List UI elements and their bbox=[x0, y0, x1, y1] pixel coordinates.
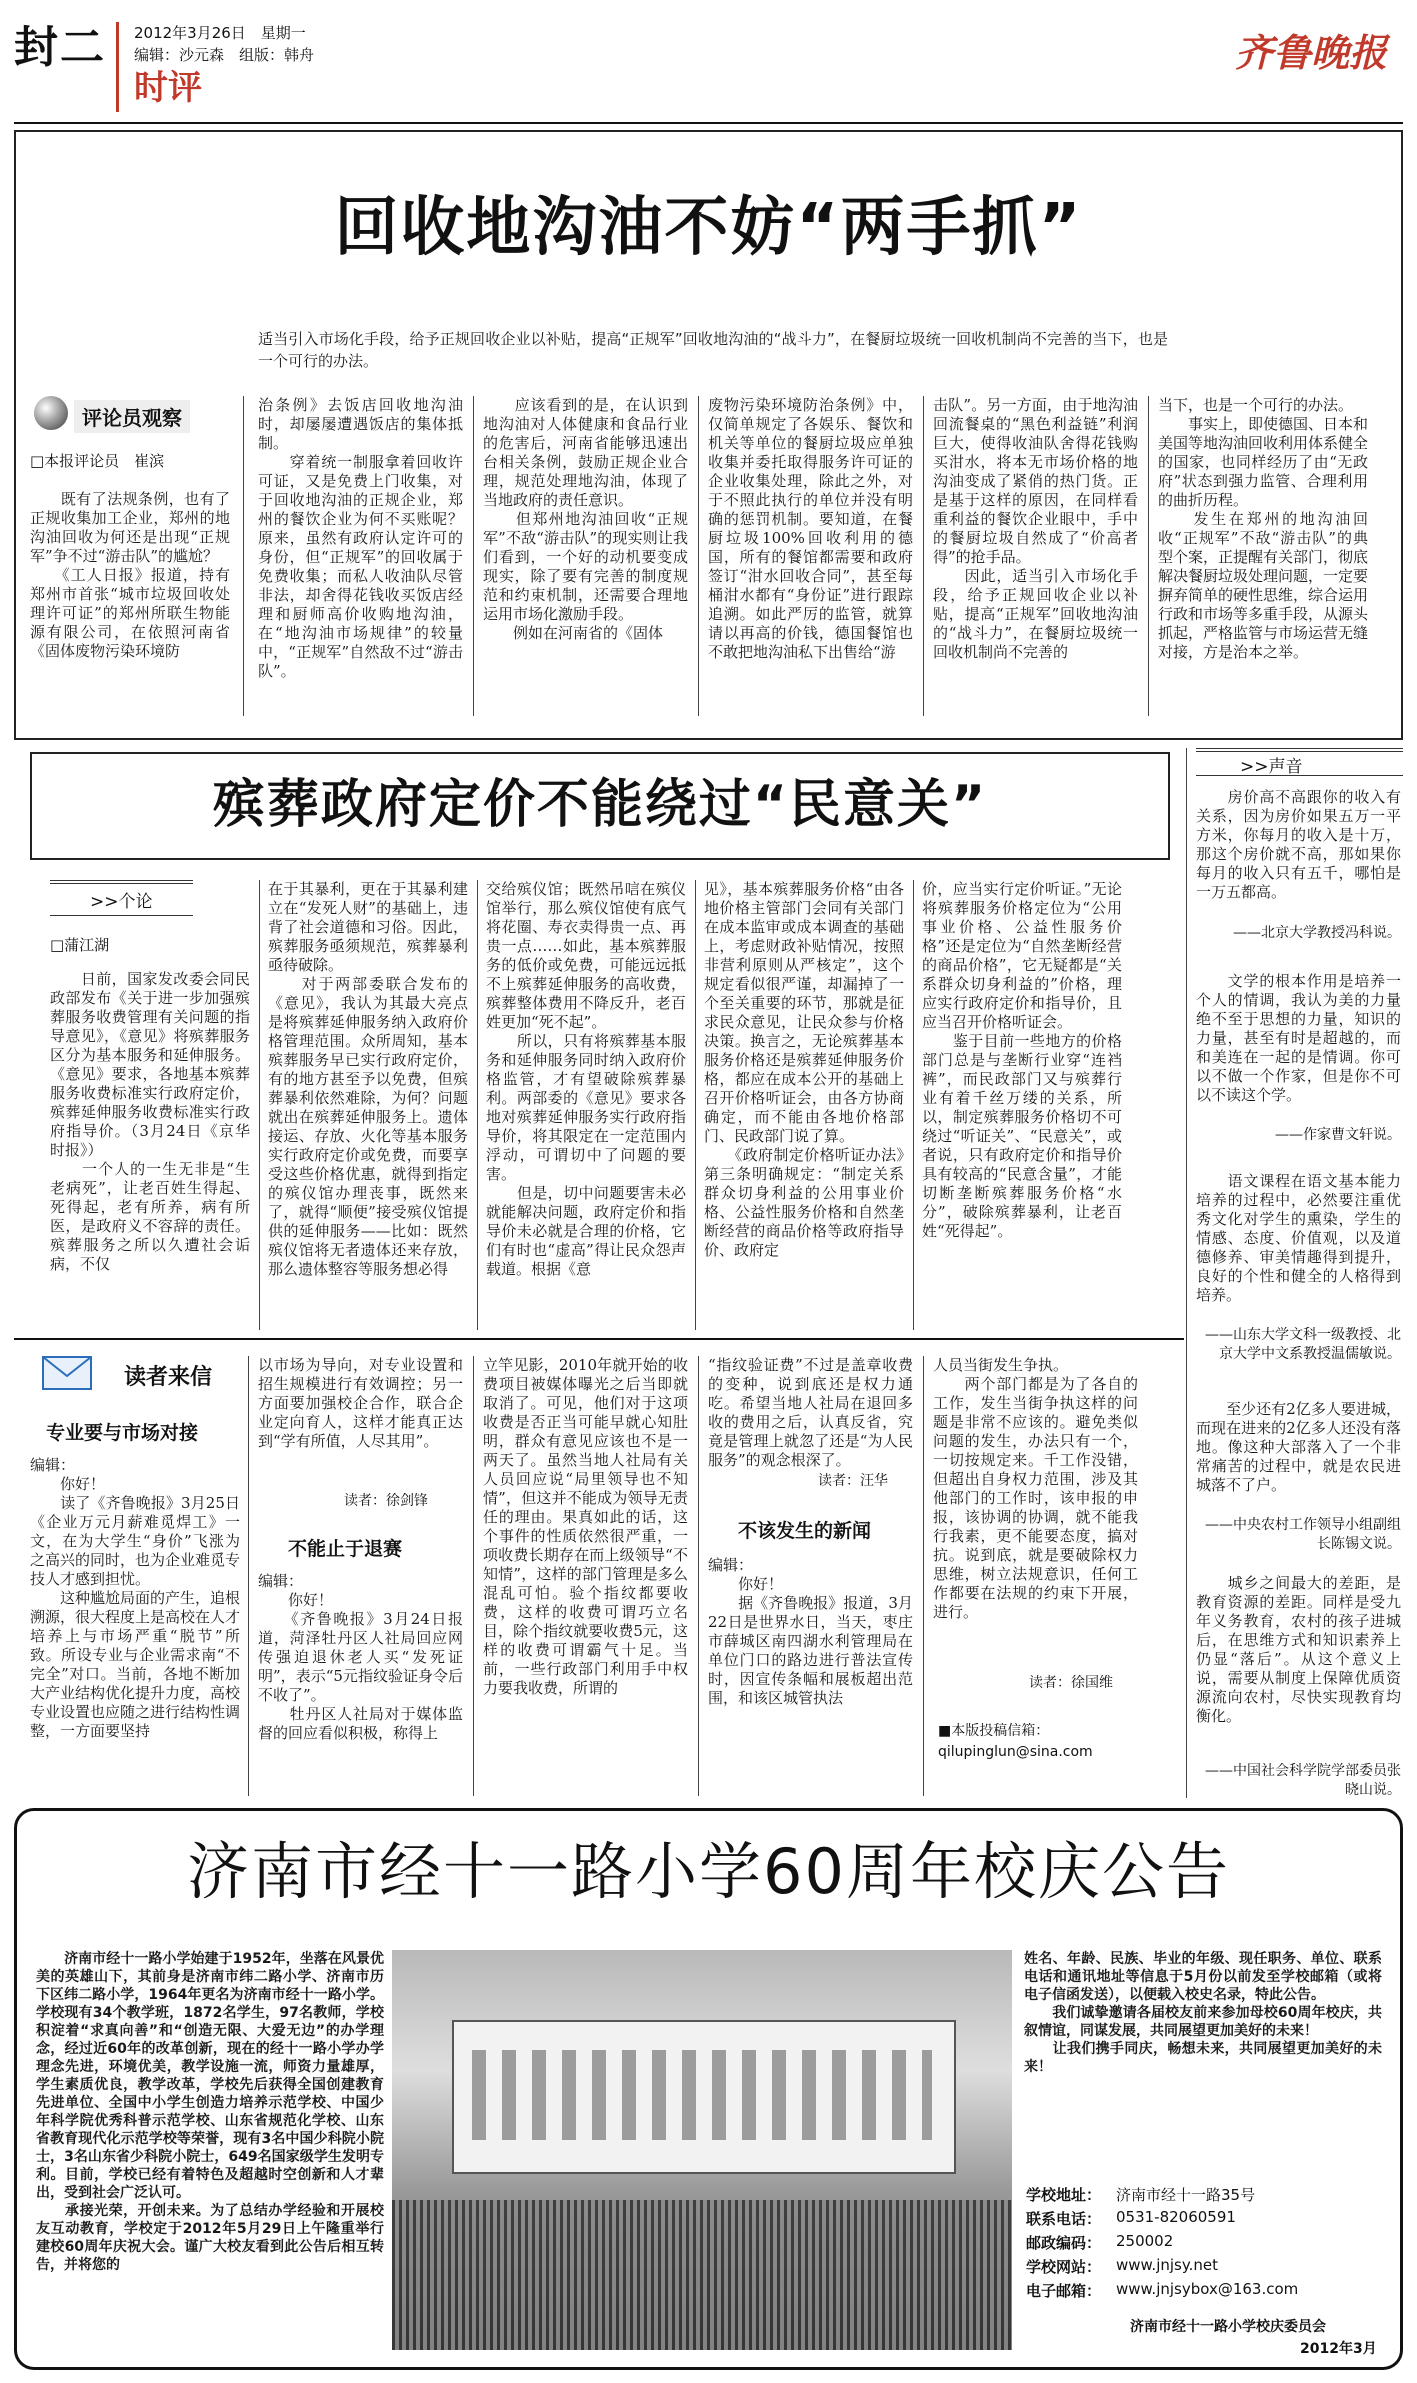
letter3-col-1: 编辑： 你好！ 据《齐鲁晚报》报道，3月22日是世界水日，当天，枣庄市薛城区南四湖水利管理局在单位门口的路边进行普法宣传时，因宣传条幅和展板超出范围，和该区城管执法 bbox=[708, 1556, 913, 1707]
article2-tag: >>个论 bbox=[50, 880, 193, 916]
letters-col-rule bbox=[698, 1356, 699, 1796]
article1-tag: 评论员观察 bbox=[74, 400, 190, 433]
voice-source: ——山东大学文科一级教授、北京大学中文系教授温儒敏说。 bbox=[1205, 1327, 1401, 1362]
letters-col-rule bbox=[923, 1356, 924, 1796]
voice-source: ——北京大学教授冯科说。 bbox=[1233, 925, 1401, 941]
letter1-author: 读者：徐剑锋 bbox=[344, 1493, 428, 1509]
voice-source: ——中央农村工作领导小组副组长陈锡文说。 bbox=[1205, 1517, 1401, 1552]
ad-contact-value: 0531-82060591 bbox=[1116, 2208, 1236, 2226]
ad-body-right: 姓名、年龄、民族、毕业的年级、现任职务、单位、联系电话和通讯地址等信息于5月份以前发至学校邮箱（或将电子信函发送），以便载入校史名录，特此公告。 我们诚挚邀请各届校友前来参加母校60周年校庆，共叙情谊，同谋发展，共同展望更加美好的未来！ 让我们携手同庆，畅想未来，共同展望更加美好的未来！ bbox=[1024, 1951, 1382, 2075]
page-editors: 编辑：沙元森 组版：韩舟 bbox=[134, 46, 315, 64]
letters-col-rule bbox=[473, 1356, 474, 1796]
submission-label: ■本版投稿信箱： bbox=[938, 1723, 1050, 1739]
article1-col-3: 应该看到的是，在认识到地沟油对人体健康和食品行业的危害后，河南省能够迅速出台相关条例，鼓励正规企业合理，规范处理地沟油，体现了当地政府的责任意识。 但郑州地沟油回收“正规军”不敌“游击队”的现实则让我们看到，一个好的动机要变成现实，除了要有完善的制度规范和约束机制，还需要合理地运用市场化激励手段。 例如在河南省的《固体 bbox=[483, 396, 688, 642]
ad-contact-value[interactable]: www.jnjsy.net bbox=[1116, 2256, 1218, 2274]
article2-col-4: 见》，基本殡葬服务价格“由各地价格主管部门会同有关部门在成本监审或成本调查的基础上，考虑财政补贴情况，按照非营利原则从严核定”，这个规定看似很严谨，却漏掉了一个至关重要的环节，那就是征求民众意见，让民众参与价格决策。换言之，无论殡葬基本服务价格还是殡葬延伸服务价格，都应在成本公开的基础上召开价格听证会，由各方协商确定，而不能由各地价格部门、民政部门说了算。 《政府制定价格听证办法》第三条明确规定：“制定关系群众切身利益的公用事业价格、公益性服务价格和自然垄断经营的商品价格等政府指导价、政府定 bbox=[704, 880, 904, 1259]
article2-col-1: 日前，国家发改委会同民政部发布《关于进一步加强殡葬服务收费管理有关问题的指导意见》，《意见》将殡葬服务区分为基本服务和延伸服务。《意见》要求，各地基本殡葬服务收费标准实行政府定价，殡葬延伸服务收费标准实行政府指导价。（3月24日《京华时报》） 一个人的一生无非是“生老病死”，让老百姓生得起、死得起，老有所养，病有所医，是政府义不容辞的责任。殡葬服务之所以久遭社会诟病，不仅 bbox=[50, 970, 250, 1273]
ad-body-left: 济南市经十一路小学始建于1952年，坐落在风景优美的英雄山下，其前身是济南市纬二路小学、济南市历下区纬二路小学，1964年更名为济南市经十一路小学。学校现有34个教学班，1872名学生，97名教师，学校积淀着“求真向善”和“创造无限、大爱无边”的办学理念，经过近60年的改革创新，现在的经十一路小学办学理念先进，环境优美，教学设施一流，师资力量雄厚，学生素质优良，教学改革，学校先后获得全国创建教育先进单位、全国中小学生创造力培养示范学校、中国少年科学院优秀科普示范学校、山东省规范化学校、山东省教育现代化示范学校等荣誉，现有3名中国少科院小院士，3名山东省少科院小院士，649名国家级学生发明专利。目前，学校已经有着特色及超越时空创新和人才辈出，受到社会广泛认可。 承接光荣，开创未来。为了总结办学经验和开展校友互动教育，学校定于2012年5月29日上午隆重举行建校60周年庆祝大会。谨广大校友看到此公告后相互转告，并将您的 bbox=[36, 1951, 384, 2273]
ad-contact-value[interactable]: www.jnjsybox@163.com bbox=[1116, 2280, 1299, 2298]
article2-col-2: 在于其暴利，更在于其暴利建立在“发死人财”的基础上，违背了社会道德和习俗。因此，殡葬服务亟须规范，殡葬暴利亟待破除。 对于两部委联合发布的《意见》，我认为其最大亮点是将殡葬延伸服务纳入政府价格管理范围。众所周知，基本殡葬服务早已实行政府定价，有的地方甚至予以免费，但殡葬暴利依然难除，为何？问题就出在殡葬延伸服务上。遗体接运、存放、火化等基本服务实行政府定价或免费，而要享受这些价格优惠，就得到指定的殡仪馆办理丧事，既然来了，就得“顺便”接受殡仪馆提供的延伸服务——比如：既然殡仪馆将无者遗体还来存放，那么遗体整容等服务想必得 bbox=[268, 880, 468, 1278]
article1-col-rule bbox=[243, 396, 244, 716]
article2-col-rule bbox=[913, 880, 914, 1330]
article1-col-rule bbox=[923, 396, 924, 716]
letters-tag: 读者来信 bbox=[124, 1365, 213, 1390]
ad-signature: 济南市经十一路小学校庆委员会 bbox=[1130, 2319, 1326, 2335]
article2-col-rule bbox=[695, 880, 696, 1330]
voice-quote: 房价高不高跟你的收入有关系，因为房价如果五万一平方米，你每月的收入是十万，那这个房价就不高，那如果你每月的收入只有五千，哪怕是一万五都高。 bbox=[1196, 788, 1401, 901]
column-name: 时评 bbox=[134, 68, 202, 108]
header-rule bbox=[14, 122, 1403, 124]
ad-contact-label: 联系电话： bbox=[1026, 2210, 1102, 2228]
letter3-title: 不该发生的新闻 bbox=[738, 1520, 872, 1542]
article2-col-3: 交给殡仪馆；既然吊唁在殡仪馆举行，那么殡仪馆使有底气将花圈、寿衣卖得贵一点、再贵一点……如此，基本殡葬服务的低价或免费，可能远远抵不上殡葬延伸服务的高收费，殡葬整体费用不降反升，老百姓更加“死不起”。 所以，只有将殡葬基本服务和延伸服务同时纳入政府价格监管，才有望破除殡葬暴利。两部委的《意见》要求各地对殡葬延伸服务实行政府指导价，将其限定在一定范围内浮动，可谓切中了问题的要害。 但是，切中问题要害未必就能解决问题，政府定价和指导价未必就是合理的价格，它们有时也“虚高”得让民众怨声载道。根据《意 bbox=[486, 880, 686, 1278]
article1-lead: 适当引入市场化手段，给予正规回收企业以补贴，提高“正规军”回收地沟油的“战斗力”，在餐厨垃圾统一回收机制尚不完善的当下，也是一个可行的办法。 bbox=[258, 330, 1168, 370]
article1-col-rule bbox=[473, 396, 474, 716]
school-building-windows bbox=[472, 2050, 932, 2140]
ad-contact-value: 济南市经十一路35号 bbox=[1116, 2186, 1256, 2204]
page-date: 2012年3月26日 星期一 bbox=[134, 24, 306, 42]
voice-quote: 语文课程在语文基本能力培养的过程中，必然要注重优秀文化对学生的熏染，学生的情感、态度、价值观，以及道德修养、审美情趣得到提升，良好的个性和健全的人格得到培养。 bbox=[1196, 1172, 1401, 1304]
letter2-col-2: 立竿见影，2010年就开始的收费项目被媒体曝光之后当即就取消了。可见，他们对于这项收费是否正当可能早就心知肚明，群众有意见应该也不是一两天了。虽然当地人社局有关人员回应说“局里领导也不知情”，但这并不能成为领导无责任的理由。果真如此的话，这个事件的性质依然很严重，一项收费长期存在而上级领导“不知情”，这样的部门管理是多么混乱可怕。验个指纹都要收费，这样的收费可谓巧立名目，除个指纹就要收费5元，这样的收费可谓霸气十足。当前，一些行政部门利用手中权力要我收费，所谓的 bbox=[483, 1356, 688, 1697]
article1-col-6: 当下，也是一个可行的办法。 事实上，即使德国、日本和美国等地沟油回收利用体系健全的国家，也同样经历了由“无政府”状态到强力监管、合理利用的曲折历程。 发生在郑州的地沟油回收“正规军”不敌“游击队”的典型个案，正提醒有关部门，彻底解决餐厨垃圾处理问题，一定要摒弃简单的硬性思维，综合运用行政和市场等多重手段，从源头抓起，严格监管与市场运营无缝对接，方是治本之举。 bbox=[1158, 396, 1368, 661]
letters-col-rule bbox=[248, 1356, 249, 1796]
newspaper-logo: 齐鲁晚报 bbox=[1234, 30, 1387, 75]
globe-icon bbox=[34, 396, 68, 430]
voices-header: >>声音 bbox=[1240, 757, 1303, 777]
voices-column-rule bbox=[1186, 748, 1187, 1798]
letter1-col-1: 编辑： 你好！ 读了《齐鲁晚报》3月25日《企业万元月薪难觅焊工》一文，在为大学生“身价”飞涨为之高兴的同时，也为企业难觅专技人才感到担忧。 这种尴尬局面的产生，追根溯源，很大程度上是高校在人才培养上与市场严重“脱节”所致。所设专业与企业需求南“不完全”对口。当前，各地不断加大产业结构优化提升力度，高校专业设置也应随之进行结构性调整，一方面要坚持 bbox=[30, 1456, 240, 1740]
article2-col-rule bbox=[477, 880, 478, 1330]
article1-col-rule bbox=[1148, 396, 1149, 716]
article1-col-5: 击队”。另一方面，由于地沟油回流餐桌的“黑色利益链”利润巨大，使得收油队舍得花钱购买泔水，将本无市场价格的地沟油变成了紧俏的热门货。正是基于这样的原因，在同样看重利益的餐饮企业眼中，手中的餐厨垃圾自然成了“价高者得”的抢手品。 因此，适当引入市场化手段，给予正规回收企业以补贴，提高“正规军”回收地沟油的“战斗力”，在餐厨垃圾统一回收机制尚不完善的 bbox=[933, 396, 1138, 661]
letter1-title: 专业要与市场对接 bbox=[46, 1422, 199, 1444]
article1-col-2: 治条例》去饭店回收地沟油时，却屡屡遭遇饭店的集体抵制。 穿着统一制服拿着回收许可证，又是免费上门收集，对于回收地沟油的正规企业，郑州的餐饮企业为何不买账呢？原来，虽然有政府认定许可的身份，但“正规军”的回收属于免费收集；而私人收油队尽管非法，却舍得花钱收买饭店经理和厨师高价收购地沟油，在“地沟油市场规律”的较量中，“正规军”自然敌不过“游击队”。 bbox=[258, 396, 463, 680]
article1-col-rule bbox=[698, 396, 699, 716]
letter3-author: 读者：徐国维 bbox=[1029, 1675, 1113, 1691]
ad-sign-date: 2012年3月 bbox=[1300, 2341, 1377, 2357]
letter3-col-2: 人员当街发生争执。 两个部门都是为了各自的工作，发生当街争执这样的问题是非常不应该的。避免类似问题的发生，办法只有一个，一切按规定来。千工作没错，但超出自身权力范围，涉及其他部门的工作时，该申报的申报，该协调的协调，就不能我行我素，更不能要态度，搞对抗。说到底，就是要破除权力思维，树立法规意识，任何工作都要在法规的约束下开展，进行。 bbox=[933, 1356, 1138, 1621]
school-photo bbox=[392, 1950, 1012, 2350]
article1-col-4: 废物污染环境防治条例》中，仅简单规定了各娱乐、餐饮和机关等单位的餐厨垃圾应单独收集并委托取得服务许可证的企业收集处理，除此之外，对于不照此执行的单位并没有明确的惩罚机制。要知道，在餐厨垃圾100%回收利用的德国，所有的餐馆都需要和政府签订“泔水回收合同”，甚至每桶泔水都有“身份证”进行跟踪追溯。如此严厉的监管，就算请以再高的价钱，德国餐馆也不敢把地沟油私下出售给“游 bbox=[708, 396, 913, 661]
students-crowd bbox=[392, 2200, 1012, 2350]
voice-quote: 至少还有2亿多人要进城，而现在进来的2亿多人还没有落地。像这种大部落入了一个非常痛苦的过程中，就是农民进城落不了户。 bbox=[1196, 1400, 1401, 1494]
voice-source: ——中国社会科学院学部委员张晓山说。 bbox=[1205, 1763, 1401, 1798]
voice-source: ——作家曹文轩说。 bbox=[1275, 1127, 1401, 1143]
article2-col-rule bbox=[259, 880, 260, 1330]
ad-contact-label: 学校地址： bbox=[1026, 2186, 1102, 2204]
page-section-label: 封二 bbox=[14, 22, 106, 73]
article2-byline: □蒲江湖 bbox=[50, 936, 110, 954]
ad-contact-label: 电子邮箱： bbox=[1026, 2282, 1102, 2300]
voice-quote: 文学的根本作用是培养一个人的情调，我认为美的力量绝不至于思想的力量，知识的力量，甚至有时是超越的，而和美连在一起的是情调。你可以不做一个作家，但是你不可以不读这个学。 bbox=[1196, 972, 1401, 1104]
letter2-author: 读者：汪华 bbox=[818, 1473, 888, 1489]
submission-email[interactable]: qilupinglun@sina.com bbox=[938, 1744, 1093, 1760]
ad-contact-label: 邮政编码： bbox=[1026, 2234, 1102, 2252]
ad-title: 济南市经十一路小学60周年校庆公告 bbox=[187, 1835, 1230, 1908]
header-divider bbox=[116, 22, 119, 112]
article2-col-5: 价，应当实行定价听证。”无论将殡葬服务价格定位为“公用事业价格、公益性服务价格”还是定位为“自然垄断经营的商品价格”，它无疑都是“关系群众切身利益的”价格，理应实行政府定价和指导价，且应当召开价格听证会。 鉴于目前一些地方的价格部门总是与垄断行业穿“连裆裤”，而民政部门又与殡葬行业有着千丝万缕的关系，所以，制定殡葬服务价格切不可绕过“听证关”、“民意关”，或者说，只有政府定价和指导价具有较高的“民意含量”，才能切断垄断殡葬服务价格“水分”，破除殡葬暴利，让老百姓“死得起”。 bbox=[922, 880, 1122, 1240]
voice-quote: 城乡之间最大的差距，是教育资源的差距。同样是受九年义务教育，农村的孩子进城后，在思维方式和知识素养上仍显“落后”。从这个意义上说，需要从制度上保障优质资源流向农村，尽快实现教育均衡化。 bbox=[1196, 1574, 1401, 1725]
ad-contact-label: 学校网站： bbox=[1026, 2258, 1102, 2276]
article1-title: 回收地沟油不妨“两手抓” bbox=[334, 191, 1083, 265]
letter2-title: 不能止于退赛 bbox=[288, 1538, 403, 1560]
section-rule bbox=[14, 1338, 1184, 1340]
article1-byline: □本报评论员 崔滨 bbox=[30, 452, 165, 470]
letter2-col-1: 编辑： 你好！ 《齐鲁晚报》3月24日报道，菏泽牡丹区人社局回应网传强迫退休老人买“发死证明”，表示“5元指纹验证身令后不收了”。 牡丹区人社局对于媒体监督的回应看似积极，称得上 bbox=[258, 1572, 463, 1742]
ad-contact-value: 250002 bbox=[1116, 2232, 1174, 2250]
letter1-col-2: 以市场为导向，对专业设置和招生规模进行有效调控；另一方面要加强校企合作，联合企业定向育人，这样才能真正达到“学有所值，人尽其用”。 bbox=[258, 1356, 463, 1450]
article2-title: 殡葬政府定价不能绕过“民意关” bbox=[212, 775, 988, 835]
envelope-icon bbox=[42, 1356, 92, 1390]
letter2-col-3: “指纹验证费”不过是盖章收费的变种，说到底还是权力通吃。希望当地人社局在退回多收的费用之后，认真反省，究竟是管理上就忽了还是“为人民服务”的观念根深了。 bbox=[708, 1356, 913, 1469]
article1-col-1: 既有了法规条例，也有了正规收集加工企业，郑州的地沟油回收为何还是出现“正规军”争不过“游击队”的尴尬？ 《工人日报》报道，持有郑州市首张“城市垃圾回收处理许可证”的郑州所联生物能源有限公司，在依照河南省《固体废物污染环境防 bbox=[30, 490, 230, 660]
